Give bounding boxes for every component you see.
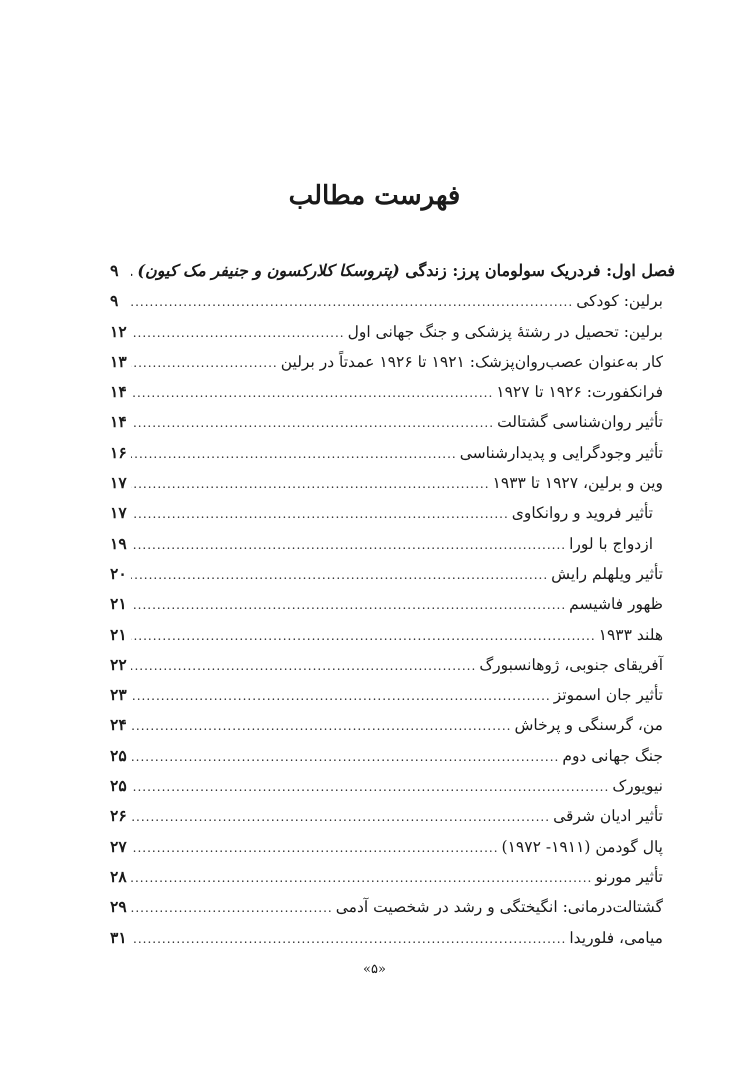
dot-leader [131, 893, 333, 923]
toc-entry-title: تأثیر مورنو [595, 867, 663, 886]
dot-leader [131, 863, 592, 893]
toc-entry-page-number: ۲۰ [110, 563, 127, 583]
dot-leader [131, 742, 559, 772]
toc-entry-page-number: ۹ [110, 291, 119, 311]
dot-leader [131, 833, 499, 863]
dot-leader [131, 439, 457, 469]
dot-leader [131, 711, 511, 741]
toc-entry[interactable] [110, 498, 675, 528]
toc-entry-page-number: ۲۵ [110, 776, 127, 796]
toc-entry[interactable] [110, 680, 675, 710]
toc-entry-page-number: ۲۱ [110, 594, 127, 614]
dot-leader [131, 469, 490, 499]
toc-entry-page-number: ۱۲ [110, 321, 127, 341]
toc-entry-page-number: ۱۷ [110, 473, 127, 493]
toc-entry-title: تأثیر فروید و روانکاوی [511, 504, 653, 523]
toc-entry-title: تأثیر جان اسموتز [553, 686, 663, 705]
toc-entry-title: پال گودمن (۱۹۱۱- ۱۹۷۲) [501, 837, 663, 856]
dot-leader [131, 257, 134, 287]
table-of-contents [110, 256, 675, 953]
toc-entry-title: تأثیر ادیان شرقی [553, 807, 663, 826]
toc-entry-page-number: ۲۵ [110, 745, 127, 765]
toc-entry-title: تأثیر وجودگرایی و پدیدارشناسی [459, 443, 663, 462]
toc-entry-page-number: ۱۴ [110, 382, 127, 402]
toc-entry-title: هلند ۱۹۳۳ [598, 625, 663, 644]
toc-entry-page-number: ۲۲ [110, 654, 127, 674]
dot-leader [131, 772, 609, 802]
toc-entry-title: میامی، فلوریدا [569, 928, 663, 947]
toc-entry-title: تأثیر روان‌شناسی گشتالت [497, 413, 663, 432]
dot-leader [131, 924, 566, 954]
toc-entry-title: ازدواج با لورا [569, 534, 653, 553]
toc-entry[interactable] [110, 468, 675, 498]
chapter-title: فصل اول: فردریک سولومان پرز: زندگی (پتروسکا کلارکسون و جنیفر مک کیون) [137, 261, 675, 280]
toc-entry-title: وین و برلین، ۱۹۲۷ تا ۱۹۳۳ [492, 474, 663, 493]
toc-entry-title: نیویورک [612, 777, 663, 796]
chapter-page-number: ۹ [110, 261, 119, 280]
page-number-footer: «۵» [363, 962, 386, 977]
page-title: فهرست مطالب [288, 181, 461, 211]
toc-entry[interactable] [110, 801, 675, 831]
toc-entry-page-number: ۲۴ [110, 715, 127, 735]
toc-entry-title: برلین: کودکی [576, 292, 663, 311]
dot-leader [131, 408, 494, 438]
toc-entry-title: فرانکفورت: ۱۹۲۶ تا ۱۹۲۷ [496, 383, 663, 402]
toc-chapter-entry[interactable] [110, 256, 675, 286]
toc-entry-title: جنگ جهانی دوم [562, 746, 663, 765]
toc-entry-page-number: ۲۹ [110, 897, 127, 917]
chapter-authors: (پتروسکا کلارکسون و جنیفر مک کیون) [137, 261, 400, 280]
toc-entry-page-number: ۲۶ [110, 806, 127, 826]
toc-entry[interactable] [110, 620, 675, 650]
toc-entry[interactable] [110, 589, 675, 619]
dot-leader [131, 318, 345, 348]
toc-entry[interactable] [110, 559, 675, 589]
dot-leader [131, 621, 596, 651]
dot-leader [131, 802, 550, 832]
toc-entry[interactable] [110, 710, 675, 740]
toc-entry-page-number: ۱۶ [110, 442, 127, 462]
dot-leader [131, 287, 573, 317]
toc-entry-page-number: ۲۷ [110, 836, 127, 856]
toc-entry[interactable] [110, 862, 675, 892]
toc-entry[interactable] [110, 650, 675, 680]
dot-leader [131, 651, 476, 681]
toc-entry[interactable] [110, 529, 675, 559]
toc-entry[interactable] [110, 923, 675, 953]
toc-entry-page-number: ۱۷ [110, 503, 127, 523]
toc-entry[interactable] [110, 347, 675, 377]
toc-entry-page-number: ۱۳ [110, 351, 127, 371]
toc-entry[interactable] [110, 317, 675, 347]
toc-entry[interactable] [110, 377, 675, 407]
toc-entry-title: کار به‌عنوان عصب‌روان‌پزشک: ۱۹۲۱ تا ۱۹۲۶ عمدتاً در برلین [280, 352, 663, 371]
toc-entry[interactable] [110, 286, 675, 316]
toc-entry-title: ظهور فاشیسم [569, 595, 663, 614]
toc-entry-title: تأثیر ویلهلم رایش [551, 564, 663, 583]
dot-leader [131, 530, 566, 560]
toc-entry[interactable] [110, 892, 675, 922]
dot-leader [131, 378, 493, 408]
toc-entry-page-number: ۲۸ [110, 866, 127, 886]
dot-leader [131, 499, 509, 529]
toc-entry-page-number: ۱۹ [110, 533, 127, 553]
toc-entry-page-number: ۳۱ [110, 927, 127, 947]
toc-entry-page-number: ۲۱ [110, 624, 127, 644]
toc-entry[interactable] [110, 741, 675, 771]
toc-entry[interactable] [110, 407, 675, 437]
dot-leader [131, 348, 278, 378]
toc-entry[interactable] [110, 438, 675, 468]
dot-leader [131, 681, 551, 711]
dot-leader [131, 560, 548, 590]
dot-leader [131, 590, 566, 620]
toc-entry-title: من، گرسنگی و پرخاش [514, 716, 663, 735]
toc-entry-title: گشتالت‌درمانی: انگیختگی و رشد در شخصیت آدمی [335, 898, 663, 917]
toc-entry-title: آفریقای جنوبی، ژوهانسبورگ [479, 655, 663, 674]
toc-entry-page-number: ۲۳ [110, 685, 127, 705]
toc-entry[interactable] [110, 771, 675, 801]
toc-entry-page-number: ۱۴ [110, 412, 127, 432]
toc-entry[interactable] [110, 832, 675, 862]
toc-entry-title: برلین: تحصیل در رشتهٔ پزشکی و جنگ جهانی اول [347, 322, 663, 341]
